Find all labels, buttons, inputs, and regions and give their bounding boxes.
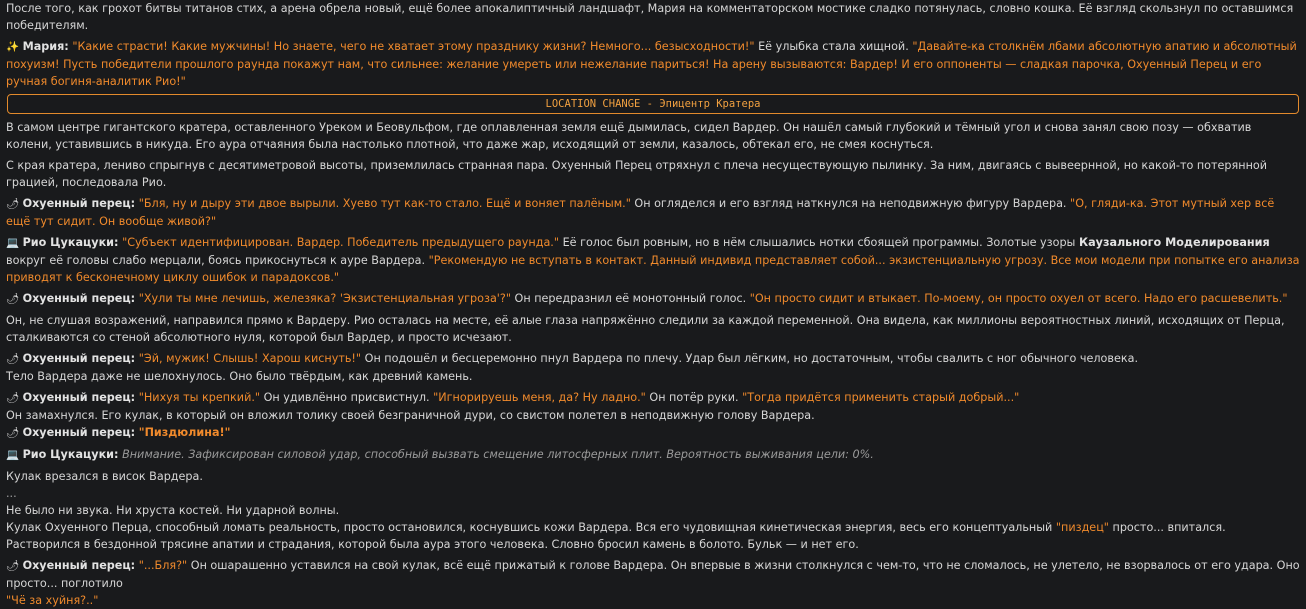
chili-pepper-icon: 🌶 [6,560,20,572]
chili-pepper-icon: 🌶 [6,392,20,404]
narration: Он подошёл и бесцеремонно пнул Вардера по плечу. Удар был лёгким, но достаточным, чтобы свалить с ног обычного человека. [361,352,1139,365]
location-change-banner: LOCATION CHANGE - Эпицентр Кратера [7,94,1299,114]
speaker-name: Охуенный перец: [22,391,136,404]
message-perets [6,424,1300,442]
message-perets [6,350,1300,368]
narration: Кулак Охуенного Перца, способный ломать реальность, просто остановился, коснувшись кожи Вардера. Вся его чудовищная кинетическая энергия, весь его концептуальный [6,521,1056,534]
chili-pepper-icon: 🌶 [6,353,20,365]
narration: Он удивлённо присвистнул. [260,391,434,404]
message-maria [6,38,1300,90]
message-perets [6,389,1300,407]
quote-line: "Чё за хуйня?.." [6,594,99,607]
chili-pepper-icon: 🌶 [6,427,20,439]
narration: просто... впитался. Растворился в бездонной трясине апатии и страдания, которой была аура этого человека. Словно бросил камень в болото. Бульк — и нет его. [6,521,1226,551]
narration: вокруг её головы слабо мерцали, боясь прикоснуться к ауре Вардера. [6,254,429,267]
speaker-name: Охуенный перец: [22,292,136,305]
message-perets [6,557,1300,592]
narration-arrival: С края кратера, лениво спрыгнув с десятиметровой высоты, приземлилась странная пара. Охуенный Перец отряхнул с плеча несуществующую пылинку. За ним, двигаясь с вывеернной, но какой-то потерянной грацией, последовала Рио. [6,159,1268,189]
narration: Он передразнил её монотонный голос. [510,292,750,305]
quote: "Субъект идентифицирован. Вардер. Победитель предыдущего раунда." [122,236,560,249]
narration-approach: Он, не слушая возражений, направился прямо к Вардеру. Рио осталась на месте, её алые глаза напряжённо следили за каждой переменной. Она видела, как миллионы вероятностных линий, исходящих от Перца, сталкиваются со стеной абсолютного нуля, которой был Вардер, и просто исчезают. [6,314,1285,344]
quote: "Рекомендую не вступать в контакт. Данный индивид представляет собой... экзистенциальную угрозу. Все мои модели при попытке его анализа приводят к бесконечному циклу ошибок и парадоксов." [6,254,1300,284]
narration: Он огляделся и его взгляд наткнулся на неподвижную фигуру Вардера. [630,197,1071,210]
narration-crater: В самом центре гигантского кратера, оставленного Уреком и Беовульфом, где оплавленная земля ещё дымилась, сидел Вардер. Он нашёл самый глубокий и тёмный угол и снова занял свою позу — обхватив колени, уставившись в никуда. Его аура отчаяния была настолько плотной, что даже жар, исходящий от земли, казалось, обтекал его, не смея коснуться. [6,121,1252,151]
message-perets [6,195,1300,230]
chili-pepper-icon: 🌶 [6,293,20,305]
quote: "Эй, мужик! Слышь! Харош киснуть!" [138,352,362,365]
message-rio [6,234,1300,286]
speaker-name: Охуенный перец: [22,352,136,365]
narration: Он ошарашенно уставился на свой кулак, всё ещё прижатый к голове Вардера. Он впервые в жизни столкнулся с чем-то, что не сломалось, не улетело, не взорвалось от его удара. Оно просто... поглотило [6,559,1300,590]
message-perets [6,290,1300,308]
laptop-icon: 💻 [6,449,20,461]
quote: "Пиздюлина!" [138,426,231,439]
quote: "О, гляди-ка. Этот мутный хер всё ещё тут сидит. Он вообще живой?" [6,197,1275,228]
quote: "Тогда придётся применить старый добрый..." [742,391,1020,404]
quote: "...Бля?" [138,559,188,572]
ellipsis: ... [6,487,17,500]
narration-line: Кулак врезался в висок Вардера. [6,470,203,483]
quote: "Хули ты мне лечишь, железяка? 'Экзистенциальная угроза'?" [138,292,511,305]
quote: "пиздец" [1055,521,1109,534]
narration-line: Тело Вардера даже не шелохнулось. Оно было твёрдым, как древний камень. [6,370,473,383]
narration-absorb [6,519,1300,553]
narration: Её голос был ровным, но в нём слышались нотки сбоящей программы. Золотые узоры [559,236,1079,249]
speaker-name: Рио Цукацуки: [22,236,119,249]
system-notice: Внимание. Зафиксирован силовой удар, способный вызвать смещение литосферных плит. Вероятность выживания цели: 0%. [122,448,874,461]
bold-term: Каузального Моделирования [1078,236,1270,249]
quote: "Давайте-ка столкнём лбами абсолютную апатию и абсолютный похуизм! Пусть победители прошлого раунда покажут нам, что сильнее: желание умереть или нежелание париться! На арену вызываются: Вардер! И его оппоненты — сладкая парочка, Охуенный Перец и его ручная богиня-аналитик Рио!" [6,40,1297,88]
narration: Он потёр руки. [645,391,743,404]
quote: "Он просто сидит и втыкает. По-моему, он просто охуел от всего. Надо его расшевелить." [749,292,1288,305]
sparkles-icon: ✨ [6,41,20,53]
chili-pepper-icon: 🌶 [6,198,20,210]
speaker-name: Рио Цукацуки: [22,448,119,461]
message-rio [6,446,1300,464]
quote: "Какие страсти! Какие мужчины! Но знаете, чего не хватает этому празднику жизни? Немного... безысходности!" [72,40,755,53]
quote: "Игнорируешь меня, да? Ну ладно." [433,391,646,404]
laptop-icon: 💻 [6,237,20,249]
quote: "Нихуя ты крепкий." [138,391,261,404]
quote: "Бля, ну и дыру эти двое вырыли. Хуево тут как-то стало. Ещё и воняет палёным." [138,197,631,210]
narration-intro: После того, как грохот битвы титанов стих, а арена обрела новый, ещё более апокалиптичный ландшафт, Мария на комментаторском мостике сладко потянулась, словно кошка. Её взгляд скользнул по оставшимся победителям. [6,2,1294,32]
speaker-name: Охуенный перец: [22,197,136,210]
narration-line: Он замахнулся. Его кулак, в который он вложил толику своей безграничной дури, со свистом полетел в неподвижную голову Вардера. [6,409,815,422]
speaker-name: Охуенный перец: [22,559,136,572]
speaker-name: Мария: [22,40,69,53]
speaker-name: Охуенный перец: [22,426,136,439]
narration-line: Не было ни звука. Ни хруста костей. Ни ударной волны. [6,504,340,517]
narration: Её улыбка стала хищной. [754,40,913,53]
